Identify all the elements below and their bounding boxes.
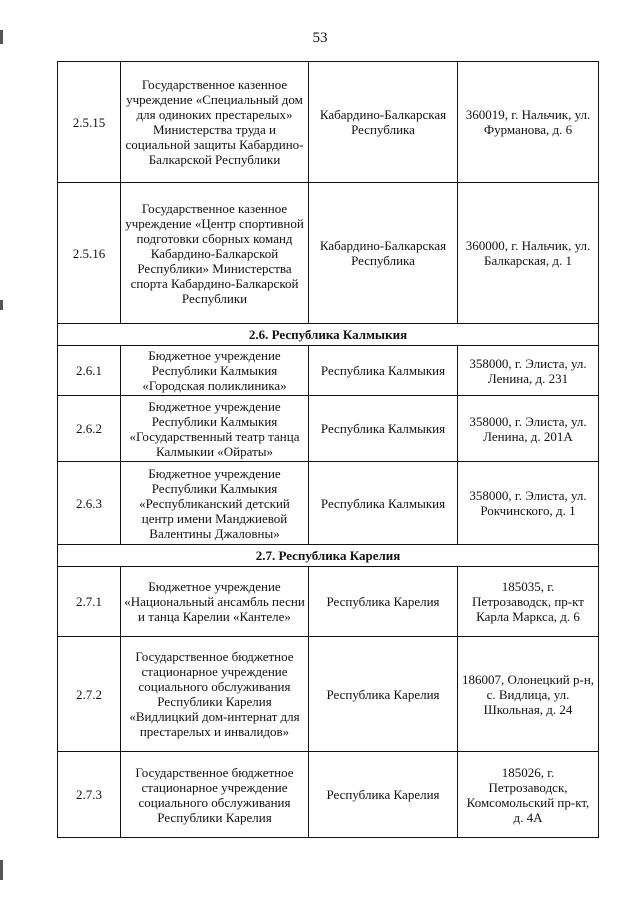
section-header-row bbox=[58, 545, 599, 567]
region: Республика Карелия bbox=[309, 752, 458, 838]
section-header-row bbox=[58, 324, 599, 346]
row-number: 2.5.16 bbox=[58, 183, 121, 324]
region: Республика Карелия bbox=[309, 567, 458, 637]
row-number: 2.6.3 bbox=[58, 462, 121, 545]
address: 360000, г. Нальчик, ул. Балкарская, д. 1 bbox=[458, 183, 599, 324]
section-title: 2.7. Республика Карелия bbox=[58, 545, 599, 567]
address: 185035, г. Петрозаводск, пр-кт Карла Маркса, д. 6 bbox=[458, 567, 599, 637]
institution-name: Бюджетное учреждение Республики Калмыкия «Республиканский детский центр имени Манджиевой Валентины Джаловны» bbox=[121, 462, 309, 545]
row-number: 2.7.2 bbox=[58, 637, 121, 752]
scan-edge-mark bbox=[0, 860, 3, 880]
region: Республика Калмыкия bbox=[309, 396, 458, 462]
institution-name: Государственное казенное учреждение «Центр спортивной подготовки сборных команд Кабардино-Балкарской Республики» Министерства спорта Кабардино-Балкарской Республики bbox=[121, 183, 309, 324]
table-row bbox=[58, 346, 599, 396]
region: Кабардино-Балкарская Республика bbox=[309, 183, 458, 324]
institution-name: Бюджетное учреждение Республики Калмыкия «Государственный театр танца Калмыкии «Ойраты» bbox=[121, 396, 309, 462]
address: 360019, г. Нальчик, ул. Фурманова, д. 6 bbox=[458, 62, 599, 183]
address: 358000, г. Элиста, ул. Рокчинского, д. 1 bbox=[458, 462, 599, 545]
table-row bbox=[58, 752, 599, 838]
region: Кабардино-Балкарская Республика bbox=[309, 62, 458, 183]
table-row bbox=[58, 183, 599, 324]
table-row bbox=[58, 462, 599, 545]
address: 358000, г. Элиста, ул. Ленина, д. 201А bbox=[458, 396, 599, 462]
table-row bbox=[58, 567, 599, 637]
institutions-table bbox=[57, 61, 599, 838]
row-number: 2.6.2 bbox=[58, 396, 121, 462]
scan-edge-mark bbox=[0, 300, 3, 310]
row-number: 2.7.3 bbox=[58, 752, 121, 838]
region: Республика Калмыкия bbox=[309, 346, 458, 396]
institution-name: Государственное бюджетное стационарное учреждение социального обслуживания Республики Карелия «Видлицкий дом-интернат для престарелых и инвалидов» bbox=[121, 637, 309, 752]
address: 358000, г. Элиста, ул. Ленина, д. 231 bbox=[458, 346, 599, 396]
row-number: 2.5.15 bbox=[58, 62, 121, 183]
region: Республика Калмыкия bbox=[309, 462, 458, 545]
table-row bbox=[58, 396, 599, 462]
institution-name: Государственное казенное учреждение «Специальный дом для одиноких престарелых» Министерства труда и социальной защиты Кабардино-Балкарской Республики bbox=[121, 62, 309, 183]
address: 186007, Олонецкий р-н, с. Видлица, ул. Школьная, д. 24 bbox=[458, 637, 599, 752]
page-number: 53 bbox=[312, 30, 328, 46]
institution-name: Государственное бюджетное стационарное учреждение социального обслуживания Республики Карелия bbox=[121, 752, 309, 838]
table-row bbox=[58, 62, 599, 183]
row-number: 2.6.1 bbox=[58, 346, 121, 396]
institution-name: Бюджетное учреждение «Национальный ансамбль песни и танца Карелии «Кантеле» bbox=[121, 567, 309, 637]
table-row bbox=[58, 637, 599, 752]
section-title: 2.6. Республика Калмыкия bbox=[58, 324, 599, 346]
institution-name: Бюджетное учреждение Республики Калмыкия «Городская поликлиника» bbox=[121, 346, 309, 396]
address: 185026, г. Петрозаводск, Комсомольский пр-кт, д. 4А bbox=[458, 752, 599, 838]
region: Республика Карелия bbox=[309, 637, 458, 752]
row-number: 2.7.1 bbox=[58, 567, 121, 637]
